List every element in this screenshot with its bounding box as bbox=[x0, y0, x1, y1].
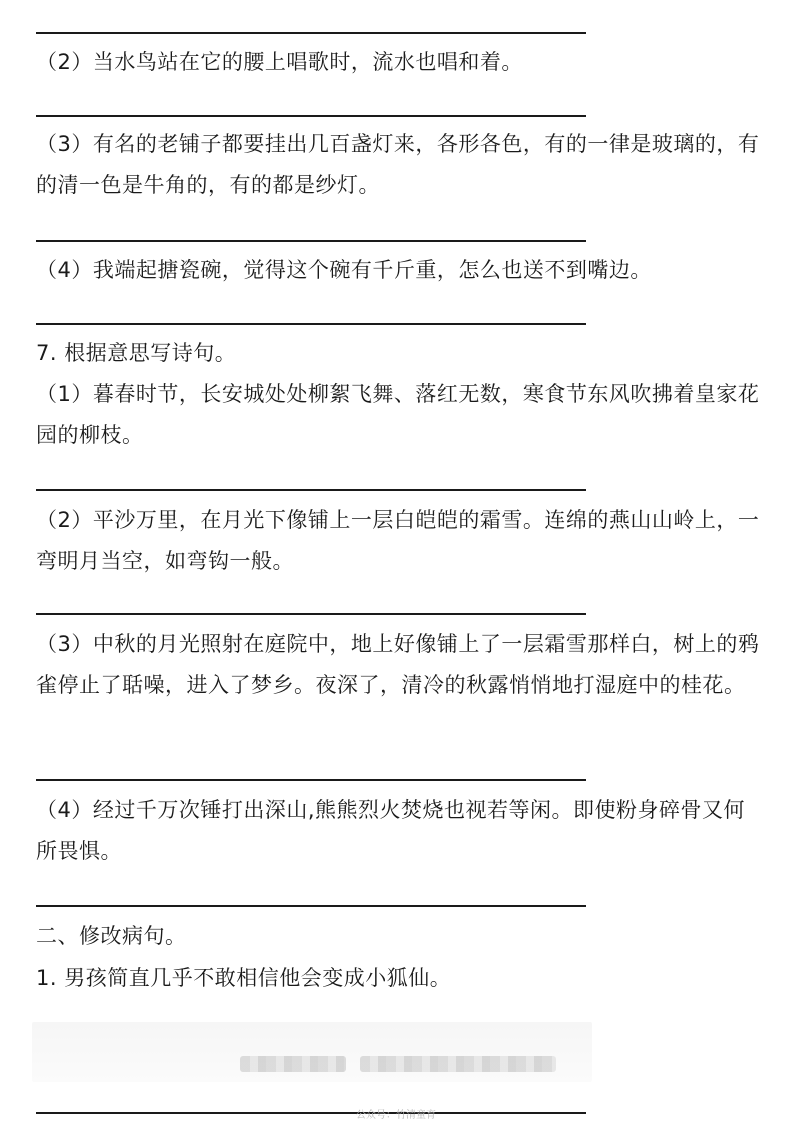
answer-line bbox=[36, 779, 586, 781]
blurred-region bbox=[32, 1022, 592, 1082]
sentence-2-1: 1. 男孩简直几乎不敢相信他会变成小狐仙。 bbox=[36, 966, 452, 990]
answer-line bbox=[36, 240, 586, 242]
blurred-text bbox=[240, 1056, 346, 1072]
answer-line bbox=[36, 32, 586, 34]
question-7-4: （4）经过千万次锤打出深山,熊熊烈火焚烧也视若等闲。即使粉身碎骨又何所畏惧。 bbox=[36, 798, 746, 863]
question-7-title: 7. 根据意思写诗句。 bbox=[36, 341, 237, 365]
section-2-title: 二、修改病句。 bbox=[36, 924, 187, 948]
blurred-text bbox=[360, 1056, 556, 1072]
question-7-1: （1）暮春时节，长安城处处柳絮飞舞、落红无数，寒食节东风吹拂着皇家花园的柳枝。 bbox=[36, 382, 760, 447]
answer-line bbox=[36, 613, 586, 615]
answer-line bbox=[36, 905, 586, 907]
question-7-2: （2）平沙万里，在月光下像铺上一层白皑皑的霜雪。连绵的燕山山岭上，一弯明月当空，如弯钩一般。 bbox=[36, 508, 760, 573]
question-6-3: （3）有名的老铺子都要挂出几百盏灯来，各形各色，有的一律是玻璃的，有的清一色是牛角的，有的都是纱灯。 bbox=[36, 132, 760, 197]
question-6-4: （4）我端起搪瓷碗，觉得这个碗有千斤重，怎么也送不到嘴边。 bbox=[36, 258, 652, 282]
question-6-2: （2）当水鸟站在它的腰上唱歌时，流水也唱和着。 bbox=[36, 50, 523, 74]
watermark-text: 公众号：竹清童育 bbox=[356, 1110, 436, 1121]
question-7-3: （3）中秋的月光照射在庭院中，地上好像铺上了一层霜雪那样白，树上的鸦雀停止了聒噪，进入了梦乡。夜深了，清冷的秋露悄悄地打湿庭中的桂花。 bbox=[36, 632, 760, 697]
answer-line bbox=[36, 1112, 586, 1114]
answer-line bbox=[36, 489, 586, 491]
answer-line bbox=[36, 323, 586, 325]
answer-line bbox=[36, 115, 586, 117]
